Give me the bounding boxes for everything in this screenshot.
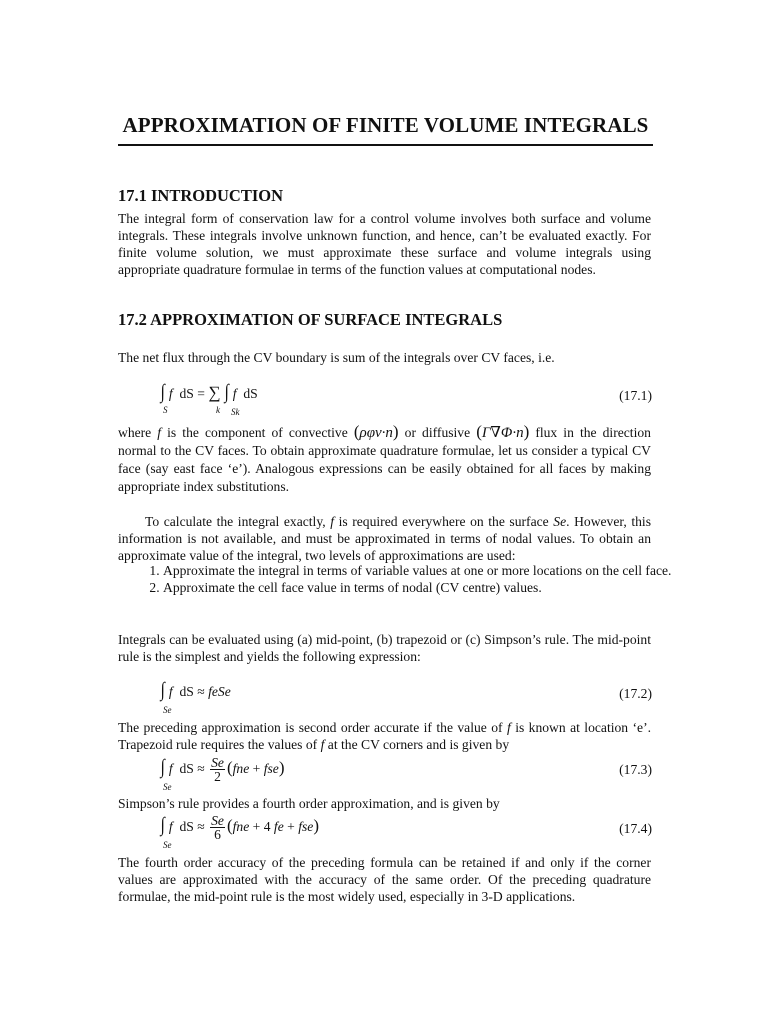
limit-k: k <box>216 405 220 415</box>
equation-number-17-2: (17.2) <box>619 686 652 701</box>
list-item: 2. Approximate the cell face value in terms of nodal (CV centre) values. <box>163 579 696 596</box>
limit-sk: Sk <box>231 407 240 417</box>
numerator: Se <box>211 813 224 829</box>
text: is required everywhere on the surface <box>338 514 549 529</box>
paren: ( <box>226 816 233 835</box>
symbol-se: Se <box>553 514 567 529</box>
eq-f: f <box>168 819 173 834</box>
equation-17-4 <box>160 814 319 841</box>
eq-f: f <box>168 761 173 776</box>
limit-se: Se <box>163 840 172 850</box>
eq-approx: ≈ <box>197 684 205 699</box>
eq-fse: fse <box>263 761 279 776</box>
diffusive-flux-expression: Γ∇Φ·n <box>481 425 524 441</box>
eq-se: Se <box>217 684 231 699</box>
fraction-se-over-2 <box>210 756 225 783</box>
quadrature-rules-paragraph: Integrals can be evaluated using (a) mid-point, (b) trapezoid or (c) Simpson’s rule. The mid-point rule is the simplest and yields the following expression: <box>118 632 651 664</box>
eq-equals: = <box>197 386 205 401</box>
eq-plus: + <box>252 761 261 776</box>
integral-sign: ∫ <box>224 381 229 403</box>
symbol-f: f <box>330 514 335 529</box>
page-title: APPROXIMATION OF FINITE VOLUME INTEGRALS <box>118 113 653 146</box>
net-flux-paragraph: The net flux through the CV boundary is sum of the integrals over CV faces, i.e. <box>118 350 555 365</box>
eq-ds: dS <box>243 386 258 401</box>
eq-ds: dS <box>179 386 194 401</box>
simpson-paragraph: Simpson’s rule provides a fourth order approximation, and is given by <box>118 796 500 811</box>
eq-approx: ≈ <box>197 819 205 834</box>
integral-sign: ∫ <box>160 814 165 836</box>
eq-ds: dS <box>179 761 194 776</box>
eq-f: f <box>168 684 173 699</box>
flux-definition-paragraph <box>118 423 651 496</box>
eq-fse: fse <box>298 819 314 834</box>
denominator: 2 <box>214 769 221 785</box>
paren: ) <box>523 422 530 441</box>
paren: ) <box>392 422 399 441</box>
integral-sign: ∫ <box>160 756 165 778</box>
text: To calculate the integral exactly, <box>145 514 326 529</box>
eq-fne: fne <box>232 761 250 776</box>
limit-s: S <box>163 405 168 415</box>
equation-number-17-4: (17.4) <box>619 821 652 836</box>
symbol-f: f <box>157 425 162 440</box>
equation-17-1 <box>160 381 258 404</box>
text: . However, this information is not available, and must be approximated in terms of nodal values. To obtain an approximate value of the integral, two levels of approximations are used: <box>118 514 651 563</box>
section-heading-surface-integrals: 17.2 APPROXIMATION OF SURFACE INTEGRALS <box>118 310 503 329</box>
eq-ds: dS <box>179 684 194 699</box>
text: The preceding approximation is second order accurate if the value of <box>118 720 503 735</box>
equation-17-3 <box>160 756 285 783</box>
eq-approx: ≈ <box>197 761 205 776</box>
text: or diffusive <box>404 425 471 440</box>
eq-fne: fne <box>232 819 250 834</box>
eq-plus: + <box>252 819 261 834</box>
section-heading-introduction: 17.1 INTRODUCTION <box>118 186 284 205</box>
limit-se: Se <box>163 782 172 792</box>
numerator: Se <box>211 755 224 771</box>
approximation-levels-list <box>118 562 696 596</box>
text: is the component of convective <box>167 425 348 440</box>
symbol-f: f <box>320 737 325 752</box>
paren: ( <box>226 758 233 777</box>
integral-sign: ∫ <box>160 679 165 701</box>
eq-plus: + <box>287 819 295 834</box>
text: flux in the direction normal to the CV faces. To obtain approximate quadrature formulae, let us consider a typical CV face (say east face ‘e’). Analogous expressions can be easily obtained for all faces by making appropriate index substitutions. <box>118 425 651 494</box>
eq-f: f <box>168 386 173 401</box>
fourth-order-paragraph: The fourth order accuracy of the preceding formula can be retained if and only if the corner values are approximated with the accuracy of the same order. Of the preceding quadrature formulae, the mid-point rule is the most widely used, especially in 3-D applications. <box>118 855 651 904</box>
paren: ( <box>476 422 482 441</box>
exact-integral-paragraph <box>118 513 651 564</box>
eq-f: f <box>232 386 237 401</box>
text: where <box>118 425 152 440</box>
equation-number-17-1: (17.1) <box>619 388 652 403</box>
equation-17-2 <box>160 679 231 702</box>
intro-paragraph: The integral form of conservation law for a control volume involves both surface and volume integrals. These integrals involve unknown function, and hence, can’t be evaluated exactly. For finite volume solution, we must approximate these surface and volume integrals using appropriate quadrature formulae in terms of the function values at computational nodes. <box>118 211 651 277</box>
equation-number-17-3: (17.3) <box>619 762 652 777</box>
paren: ) <box>313 816 319 835</box>
integral-sign: ∫ <box>160 381 165 403</box>
fraction-se-over-6 <box>210 814 225 841</box>
second-order-paragraph <box>118 719 651 753</box>
text: is known at location ‘e’. Trapezoid rule requires the values of <box>118 720 651 752</box>
limit-se: Se <box>163 705 172 715</box>
list-item: 1. Approximate the integral in terms of variable values at one or more locations on the cell face. <box>163 562 696 579</box>
paren: ) <box>278 758 285 777</box>
eq-fe: fe <box>273 819 284 834</box>
eq-four: 4 <box>263 819 271 834</box>
text: at the CV corners and is given by <box>327 737 510 752</box>
denominator: 6 <box>214 827 221 843</box>
eq-ds: dS <box>179 819 194 834</box>
convective-flux-expression: ρφv·n <box>359 425 393 441</box>
eq-fe: fe <box>208 684 218 699</box>
symbol-f: f <box>506 720 511 735</box>
sum-sign: ∑ <box>208 383 221 402</box>
paren: ( <box>353 422 360 441</box>
